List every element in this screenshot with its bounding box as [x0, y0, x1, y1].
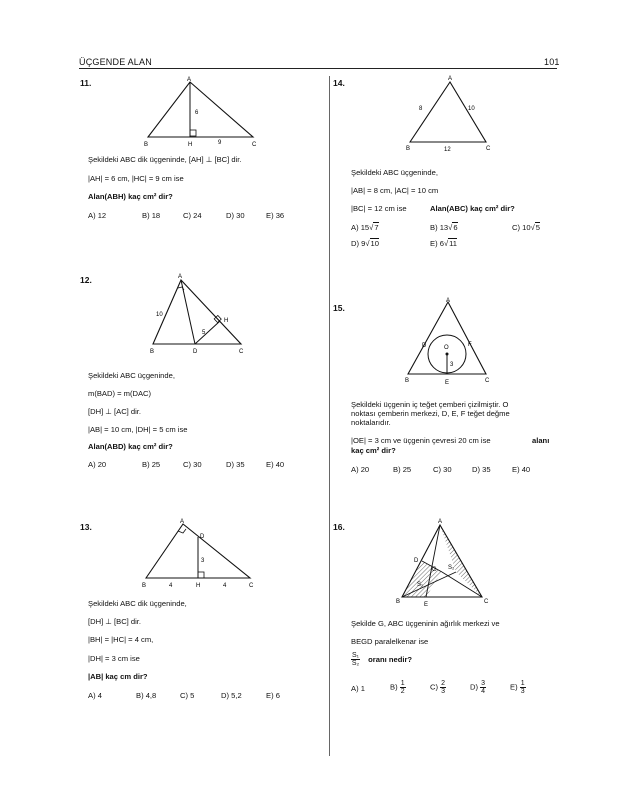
q12-label-ab: 10: [156, 312, 163, 318]
q14-label-A: A: [448, 76, 453, 82]
q16-label-s2: S₂: [448, 565, 455, 571]
q13-choice-e[interactable]: E) 6: [266, 691, 280, 700]
q14-label-B: B: [406, 146, 411, 152]
q15-figure: [400, 294, 500, 386]
q11-label-B: B: [144, 142, 149, 148]
q14-label-bc: 12: [444, 147, 451, 153]
q14-choice-e[interactable]: E) 6√11: [430, 239, 457, 248]
q15-text-4: |OE| = 3 cm ve üçgenin çevresi 20 cm ise: [351, 436, 491, 445]
q16-text-2: BEGD paralelkenar ise: [351, 637, 429, 646]
q15-choice-e[interactable]: E) 40: [512, 465, 531, 474]
q15-label-A: A: [446, 298, 451, 304]
q13-label-dh: 3: [201, 558, 205, 564]
q13-choice-d[interactable]: D) 5,2: [221, 691, 242, 700]
q14-label-C: C: [486, 146, 491, 152]
q14-text-3: |BC| = 12 cm ise: [351, 204, 407, 213]
q11-label-A: A: [187, 77, 192, 83]
q12-choice-a[interactable]: A) 20: [88, 460, 107, 469]
q11-label-ah: 6: [195, 110, 199, 116]
q16-text-1: Şekilde G, ABC üçgeninin ağırlık merkezi ve: [351, 619, 500, 628]
q12-text-4: |AB| = 10 cm, |DH| = 5 cm ise: [88, 425, 188, 434]
q12-choice-d[interactable]: D) 35: [226, 460, 245, 469]
q13-choice-c[interactable]: C) 5: [180, 691, 195, 700]
q16-label-A: A: [438, 519, 443, 525]
q11-label-hc: 9: [218, 140, 222, 146]
q15-label-F: F: [468, 342, 472, 348]
q15-choice-c[interactable]: C) 30: [433, 465, 452, 474]
q13-question: |AB| kaç cm dir?: [88, 672, 148, 681]
q16-number: 16.: [333, 522, 345, 532]
q15-question: kaç cm² dir?: [351, 446, 396, 455]
q12-label-H: H: [224, 318, 229, 324]
q16-label-C: C: [484, 599, 489, 605]
q13-choice-a[interactable]: A) 4: [88, 691, 102, 700]
q12-text-1: Şekildeki ABC üçgeninde,: [88, 371, 175, 380]
q15-label-C: C: [485, 378, 490, 384]
q13-text-2: [DH] ⊥ [BC] dir.: [88, 617, 142, 626]
q14-figure: [402, 74, 497, 154]
q12-text-3: [DH] ⊥ [AC] dir.: [88, 407, 142, 416]
q16-choice-a[interactable]: A) 1: [351, 684, 365, 693]
q16-choice-b[interactable]: B) $\frac{1}{2}$: [390, 680, 405, 695]
q15-choice-a[interactable]: A) 20: [351, 465, 370, 474]
q14-number: 14.: [333, 78, 345, 88]
q15-label-D: D: [422, 343, 427, 349]
q11-choice-a[interactable]: A) 12: [88, 211, 107, 220]
q13-right-angle: [198, 572, 204, 578]
q15-choice-b[interactable]: B) 25: [393, 465, 412, 474]
q15-label-B: B: [405, 378, 410, 384]
header-rule: [79, 68, 557, 69]
q13-number: 13.: [80, 522, 92, 532]
q16-label-B: B: [396, 599, 401, 605]
q12-choice-e[interactable]: E) 40: [266, 460, 285, 469]
q15-label-r: 3: [450, 362, 454, 368]
column-divider: [329, 76, 330, 756]
q12-number: 12.: [80, 275, 92, 285]
q12-choice-c[interactable]: C) 30: [183, 460, 202, 469]
q15-label-E: E: [445, 380, 450, 386]
q14-text-2: |AB| = 8 cm, |AC| = 10 cm: [351, 186, 439, 195]
q14-question: Alan(ABC) kaç cm² dir?: [430, 204, 515, 213]
q12-figure: [145, 272, 255, 357]
q11-triangle: [148, 82, 253, 137]
q14-label-ac: 10: [468, 106, 475, 112]
q16-choice-d[interactable]: D) $\frac{3}{4}$: [470, 680, 486, 695]
q13-text-1: Şekildeki ABC dik üçgeninde,: [88, 599, 187, 608]
q12-bisector: [181, 280, 195, 344]
q14-choice-b[interactable]: B) 13√6: [430, 223, 458, 232]
q16-median-a: [426, 525, 440, 597]
q16-label-E: E: [424, 602, 429, 608]
q13-label-B: B: [142, 583, 147, 589]
q12-text-2: m(BAD) = m(DAC): [88, 389, 152, 398]
q12-label-B: B: [150, 349, 155, 355]
q14-triangle: [410, 82, 486, 142]
q15-text-3: noktalarıdır.: [351, 418, 391, 427]
q14-choice-d[interactable]: D) 9√10: [351, 239, 379, 248]
q14-label-ab: 8: [419, 106, 423, 112]
q16-choice-e[interactable]: E) $\frac{1}{3}$: [510, 680, 525, 695]
q11-choice-e[interactable]: E) 36: [266, 211, 285, 220]
q14-text-1: Şekildeki ABC üçgeninde,: [351, 168, 438, 177]
q12-label-dh: 5: [202, 330, 206, 336]
q15-text-1: Şekildeki üçgenin iç teğet çemberi çizilmiştir. O: [351, 400, 509, 409]
q11-label-H: H: [188, 142, 193, 148]
q11-right-angle: [190, 130, 196, 136]
q13-text-3: |BH| = |HC| = 4 cm,: [88, 635, 154, 644]
q16-ratio-line: [351, 652, 412, 667]
q15-text-2: noktası çemberin merkezi, D, E, F teğet değme: [351, 409, 510, 418]
q15-number: 15.: [333, 303, 345, 313]
q13-figure: [138, 516, 258, 592]
q15-choice-d[interactable]: D) 35: [472, 465, 491, 474]
q12-choice-b[interactable]: B) 25: [142, 460, 161, 469]
page-number: 101: [544, 57, 560, 67]
q13-label-A: A: [180, 519, 185, 525]
q14-choice-c[interactable]: C) 10√5: [512, 223, 540, 232]
q11-choice-d[interactable]: D) 30: [226, 211, 245, 220]
page-header-title: ÜÇGENDE ALAN: [79, 57, 152, 67]
q16-choice-c[interactable]: C) $\frac{2}{3}$: [430, 680, 446, 695]
q13-text-4: |DH| = 3 cm ise: [88, 654, 140, 663]
q16-label-D: D: [414, 558, 419, 564]
q13-label-C: C: [249, 583, 254, 589]
q14-choice-a[interactable]: A) 15√7: [351, 223, 379, 232]
q11-number: 11.: [80, 78, 92, 88]
q15-label-O: O: [444, 345, 449, 351]
q13-label-hc: 4: [223, 583, 227, 589]
q16-figure: [392, 514, 496, 612]
q16-label-s1: S₁: [417, 582, 424, 588]
q13-choice-b[interactable]: B) 4,8: [136, 691, 157, 700]
q13-label-D: D: [200, 534, 205, 540]
q11-text-2: |AH| = 6 cm, |HC| = 9 cm ise: [88, 174, 184, 183]
q11-choice-b[interactable]: B) 18: [142, 211, 161, 220]
q11-choice-c[interactable]: C) 24: [183, 211, 202, 220]
q13-label-bh: 4: [169, 583, 173, 589]
q12-label-A: A: [178, 274, 183, 280]
q12-label-C: C: [239, 349, 244, 355]
q11-label-C: C: [252, 142, 257, 148]
q12-label-D: D: [193, 349, 198, 355]
q16-question: oranı nedir?: [368, 654, 413, 664]
q13-label-H: H: [196, 583, 201, 589]
q11-text-1: Şekildeki ABC dik üçgeninde, [AH] ⊥ [BC] dir.: [88, 155, 242, 164]
q12-question: Alan(ABD) kaç cm² dir?: [88, 442, 173, 451]
q12-perpendicular: [195, 321, 220, 344]
q16-label-G: G: [432, 567, 437, 573]
q15-text-4b: alanı: [532, 436, 550, 445]
q11-question: Alan(ABH) kaç cm² dir?: [88, 192, 173, 201]
q16-ratio: $\frac{\text{S₁}}{\text{S₂}}$: [351, 652, 360, 667]
q12-triangle: [153, 280, 241, 344]
q11-figure: [140, 74, 260, 150]
